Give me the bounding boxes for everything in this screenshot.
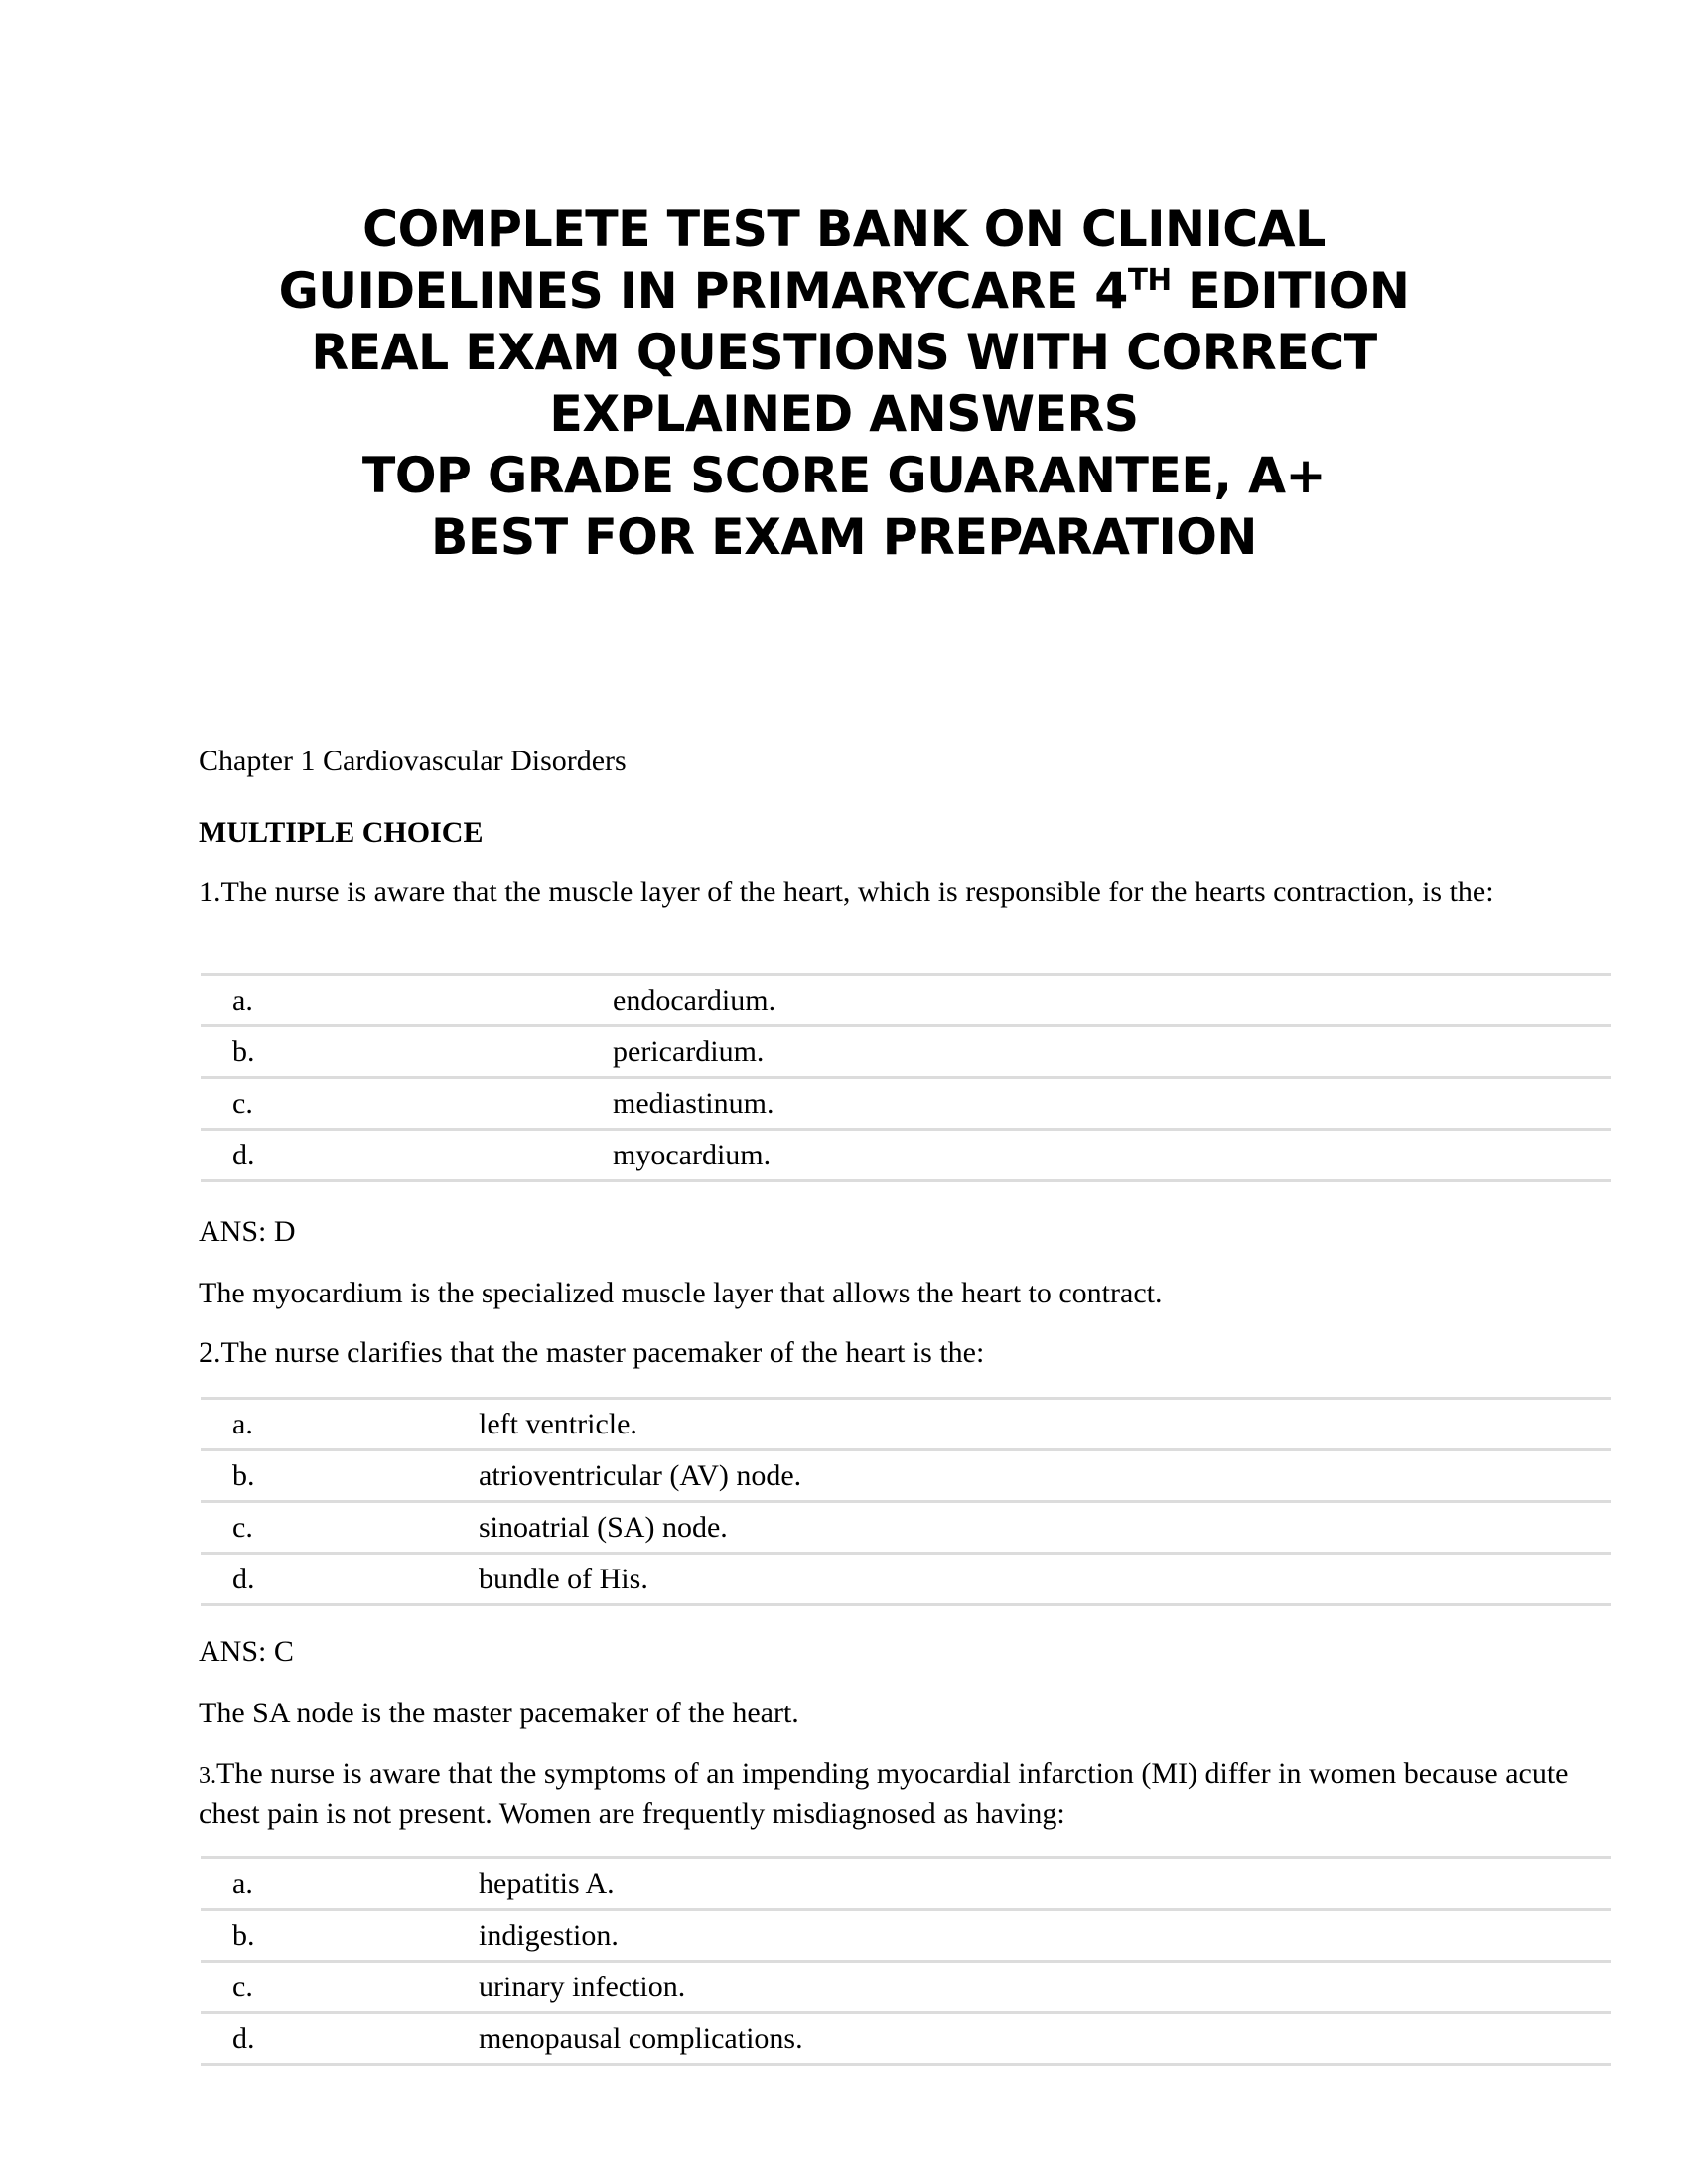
question-1 [199,874,1589,910]
option-row: d. bundle of His. [201,1554,1611,1605]
option-row: c. sinoatrial (SA) node. [201,1502,1611,1554]
options-table-3 [201,1856,1611,2066]
option-row: b. pericardium. [201,1026,1611,1078]
question-text: The nurse is aware that the symptoms of an impending myocardial infarction (MI) differ in women because acute chest pain is not present. Women are frequently misdiagnosed as having: [199,1757,1569,1830]
title-line-6: BEST FOR EXAM PREPARATION [431,508,1257,566]
title-line-5: TOP GRADE SCORE GUARANTEE, A+ [361,447,1327,504]
chapter-title: Chapter 1 Cardiovascular Disorders [199,745,627,777]
answer-1: ANS: D [199,1215,296,1248]
question-text: The nurse is aware that the muscle layer of the heart, which is responsible for the hearts contraction, is the: [220,876,1494,908]
option-row: a. endocardium. [201,975,1611,1026]
option-row: c. mediastinum. [201,1078,1611,1130]
question-text: The nurse clarifies that the master pacemaker of the heart is the: [220,1336,985,1369]
title-line-2: GUIDELINES IN PRIMARYCARE 4TH EDITION [278,262,1410,320]
section-heading: MULTIPLE CHOICE [199,816,484,849]
title-line-4: EXPLAINED ANSWERS [549,385,1139,443]
question-number: 1. [199,876,221,908]
title-superscript: TH [1127,263,1172,298]
title-line-1: COMPLETE TEST BANK ON CLINICAL [362,201,1326,258]
option-row: a. hepatitis A. [201,1858,1611,1910]
option-row: c. urinary infection. [201,1962,1611,2013]
question-number: 3. [199,1763,216,1789]
question-3 [199,1755,1589,1832]
options-table-1 [201,973,1611,1182]
options-table-2 [201,1397,1611,1606]
option-row: d. menopausal complications. [201,2013,1611,2065]
title-line-3: REAL EXAM QUESTIONS WITH CORRECT [311,324,1377,381]
option-row: b. indigestion. [201,1910,1611,1962]
option-row: b. atrioventricular (AV) node. [201,1450,1611,1502]
option-row: a. left ventricle. [201,1399,1611,1450]
option-row: d. myocardium. [201,1130,1611,1181]
document-title [0,199,1688,568]
rationale-1: The myocardium is the specialized muscle layer that allows the heart to contract. [199,1277,1163,1309]
question-2 [199,1334,1589,1371]
question-number: 2. [199,1336,221,1369]
rationale-2: The SA node is the master pacemaker of the heart. [199,1697,799,1729]
answer-2: ANS: C [199,1635,294,1668]
